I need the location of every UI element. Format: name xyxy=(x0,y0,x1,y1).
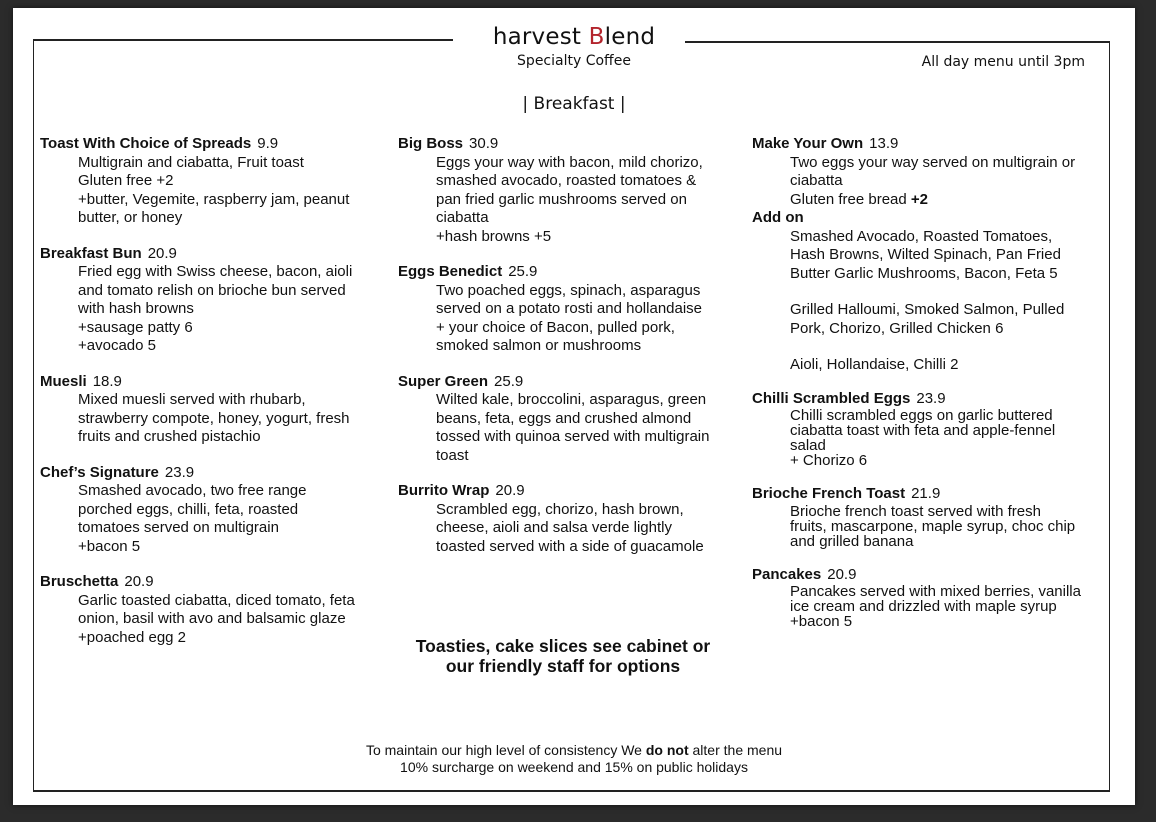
menu-item xyxy=(40,135,390,228)
footer-notice xyxy=(13,742,1135,776)
item-price: 9.9 xyxy=(257,135,279,152)
right-border xyxy=(1109,41,1110,791)
item-line: ice cream and drizzled with maple syrup xyxy=(790,598,1057,615)
item-line: +bacon 5 xyxy=(78,537,141,555)
item-line: fruits and crushed pistachio xyxy=(78,428,261,445)
item-line: butter, or honey xyxy=(78,209,183,226)
bottom-rule xyxy=(33,790,1110,792)
item-line: +hash browns +5 xyxy=(436,227,552,245)
item-price: 25.9 xyxy=(508,263,538,280)
item-line: +poached egg 2 xyxy=(78,628,187,646)
add-on-line: Hash Browns, Wilted Spinach, Pan Fried xyxy=(790,246,1061,263)
menu-item xyxy=(398,263,748,356)
promo-note: Toasties, cake slices see cabinet or our friendly staff for options xyxy=(415,636,711,676)
item-price: 20.9 xyxy=(124,573,154,590)
item-line: and grilled banana xyxy=(790,532,914,550)
item-price: 20.9 xyxy=(147,244,177,262)
menu-item xyxy=(40,245,390,356)
add-on-line: Pork, Chorizo, Grilled Chicken 6 xyxy=(790,319,1004,337)
item-line: smashed avocado, roasted tomatoes & xyxy=(436,172,697,189)
item-name: Make Your Own xyxy=(752,135,864,152)
item-line: Wilted kale, broccolini, asparagus, green xyxy=(436,391,707,408)
item-price: 30.9 xyxy=(469,135,499,152)
item-name: Toast With Choice of Spreads xyxy=(40,135,252,152)
brand-logo: harvest Blend xyxy=(492,24,656,50)
item-price: 13.9 xyxy=(869,135,899,152)
item-line: toasted served with a side of guacamole xyxy=(436,537,704,555)
item-line: Garlic toasted ciabatta, diced tomato, feta xyxy=(78,591,355,609)
item-line: ciabatta xyxy=(790,172,843,189)
item-price: 20.9 xyxy=(495,482,525,499)
item-price: 23.9 xyxy=(916,389,946,407)
menu-column-left xyxy=(40,135,390,664)
item-line: +butter, Vegemite, raspberry jam, peanut xyxy=(78,190,350,208)
item-line: +avocado 5 xyxy=(78,337,156,354)
item-line: Chilli scrambled eggs on garlic buttered xyxy=(790,407,1053,424)
item-line: Gluten free +2 xyxy=(78,172,174,189)
item-line: with hash browns xyxy=(78,300,194,317)
item-price: 23.9 xyxy=(164,463,195,481)
item-line: +bacon 5 xyxy=(790,613,853,630)
item-line: Two eggs your way served on multigrain or xyxy=(790,153,1076,171)
menu-item xyxy=(40,464,390,557)
item-line: Brioche french toast served with fresh xyxy=(790,502,1041,520)
item-line: strawberry compote, honey, yogurt, fresh xyxy=(78,409,350,427)
item-line: pan fried garlic mushrooms served on xyxy=(436,190,687,208)
item-name: Big Boss xyxy=(398,135,464,152)
consistency-note: To maintain our high level of consistency We do not alter the menu xyxy=(365,742,783,758)
menu-sheet xyxy=(13,8,1135,805)
add-on-title: Add on xyxy=(752,209,804,226)
add-on-line: Aioli, Hollandaise, Chilli 2 xyxy=(790,356,959,373)
surcharge-note: 10% surcharge on weekend and 15% on public holidays xyxy=(400,759,748,775)
item-line: onion, basil with avo and balsamic glaze xyxy=(78,610,346,627)
hours-note: All day menu until 3pm xyxy=(921,54,1085,70)
item-line: tossed with quinoa served with multigrain xyxy=(436,428,710,445)
item-name: Super Green xyxy=(398,372,489,390)
item-line: beans, feta, eggs and crushed almond xyxy=(436,409,692,427)
menu-item xyxy=(752,566,1107,630)
gluten-free-line: Gluten free bread +2 xyxy=(790,190,929,208)
item-name: Chilli Scrambled Eggs xyxy=(752,389,911,407)
item-price: 20.9 xyxy=(827,565,857,583)
item-line: + your choice of Bacon, pulled pork, xyxy=(436,318,675,336)
item-line: porched eggs, chilli, feta, roasted xyxy=(78,500,299,518)
item-name: Pancakes xyxy=(752,565,822,583)
menu-item xyxy=(752,390,1107,469)
item-line: Pancakes served with mixed berries, vanilla xyxy=(790,583,1081,600)
item-line: Multigrain and ciabatta, Fruit toast xyxy=(78,153,304,171)
item-line: smoked salmon or mushrooms xyxy=(436,337,642,354)
item-line: and tomato relish on brioche bun served xyxy=(78,281,346,299)
item-line: Eggs your way with bacon, mild chorizo, xyxy=(436,153,703,171)
item-name: Chef’s Signature xyxy=(40,463,159,481)
menu-item xyxy=(40,373,390,447)
menu-item xyxy=(40,573,390,647)
item-line: toast xyxy=(436,446,469,464)
menu-item xyxy=(398,482,748,556)
add-on-block xyxy=(752,209,1107,375)
item-line: tomatoes served on multigrain xyxy=(78,519,279,536)
menu-column-middle xyxy=(398,135,748,573)
menu-item xyxy=(752,135,1107,209)
menu-column-right xyxy=(752,135,1107,646)
item-line: Smashed avocado, two free range xyxy=(78,482,307,499)
item-line: salad xyxy=(790,437,826,454)
section-title: | Breakfast | xyxy=(522,94,626,114)
brand-tagline: Specialty Coffee xyxy=(517,53,631,69)
menu-item xyxy=(752,485,1107,549)
item-price: 18.9 xyxy=(92,372,122,390)
item-line: ciabatta xyxy=(436,209,489,226)
item-price: 25.9 xyxy=(494,372,524,390)
item-line: fruits, mascarpone, maple syrup, choc chip xyxy=(790,517,1076,535)
menu-item xyxy=(398,373,748,466)
item-name: Bruschetta xyxy=(40,573,119,590)
item-name: Muesli xyxy=(40,372,87,390)
item-line: Mixed muesli served with rhubarb, xyxy=(78,391,306,408)
item-line: + Chorizo 6 xyxy=(790,452,868,469)
add-on-line: Grilled Halloumi, Smoked Salmon, Pulled xyxy=(790,301,1065,318)
item-line: cheese, aioli and salsa verde lightly xyxy=(436,519,672,536)
item-line: served on a potato rosti and hollandaise xyxy=(436,300,703,317)
item-name: Eggs Benedict xyxy=(398,263,503,280)
item-line: Scrambled egg, chorizo, hash brown, xyxy=(436,500,684,518)
item-line: +sausage patty 6 xyxy=(78,318,193,336)
menu-item xyxy=(398,135,748,246)
item-line: ciabatta toast with feta and apple-fennel xyxy=(790,422,1056,439)
item-line: Fried egg with Swiss cheese, bacon, aioli xyxy=(78,263,353,280)
left-border xyxy=(33,39,34,791)
add-on-line: Smashed Avocado, Roasted Tomatoes, xyxy=(790,227,1053,245)
item-name: Brioche French Toast xyxy=(752,485,906,502)
item-name: Breakfast Bun xyxy=(40,244,142,262)
item-price: 21.9 xyxy=(911,485,941,502)
item-line: Two poached eggs, spinach, asparagus xyxy=(436,281,701,299)
add-on-line: Butter Garlic Mushrooms, Bacon, Feta 5 xyxy=(790,264,1058,282)
item-name: Burrito Wrap xyxy=(398,482,490,499)
